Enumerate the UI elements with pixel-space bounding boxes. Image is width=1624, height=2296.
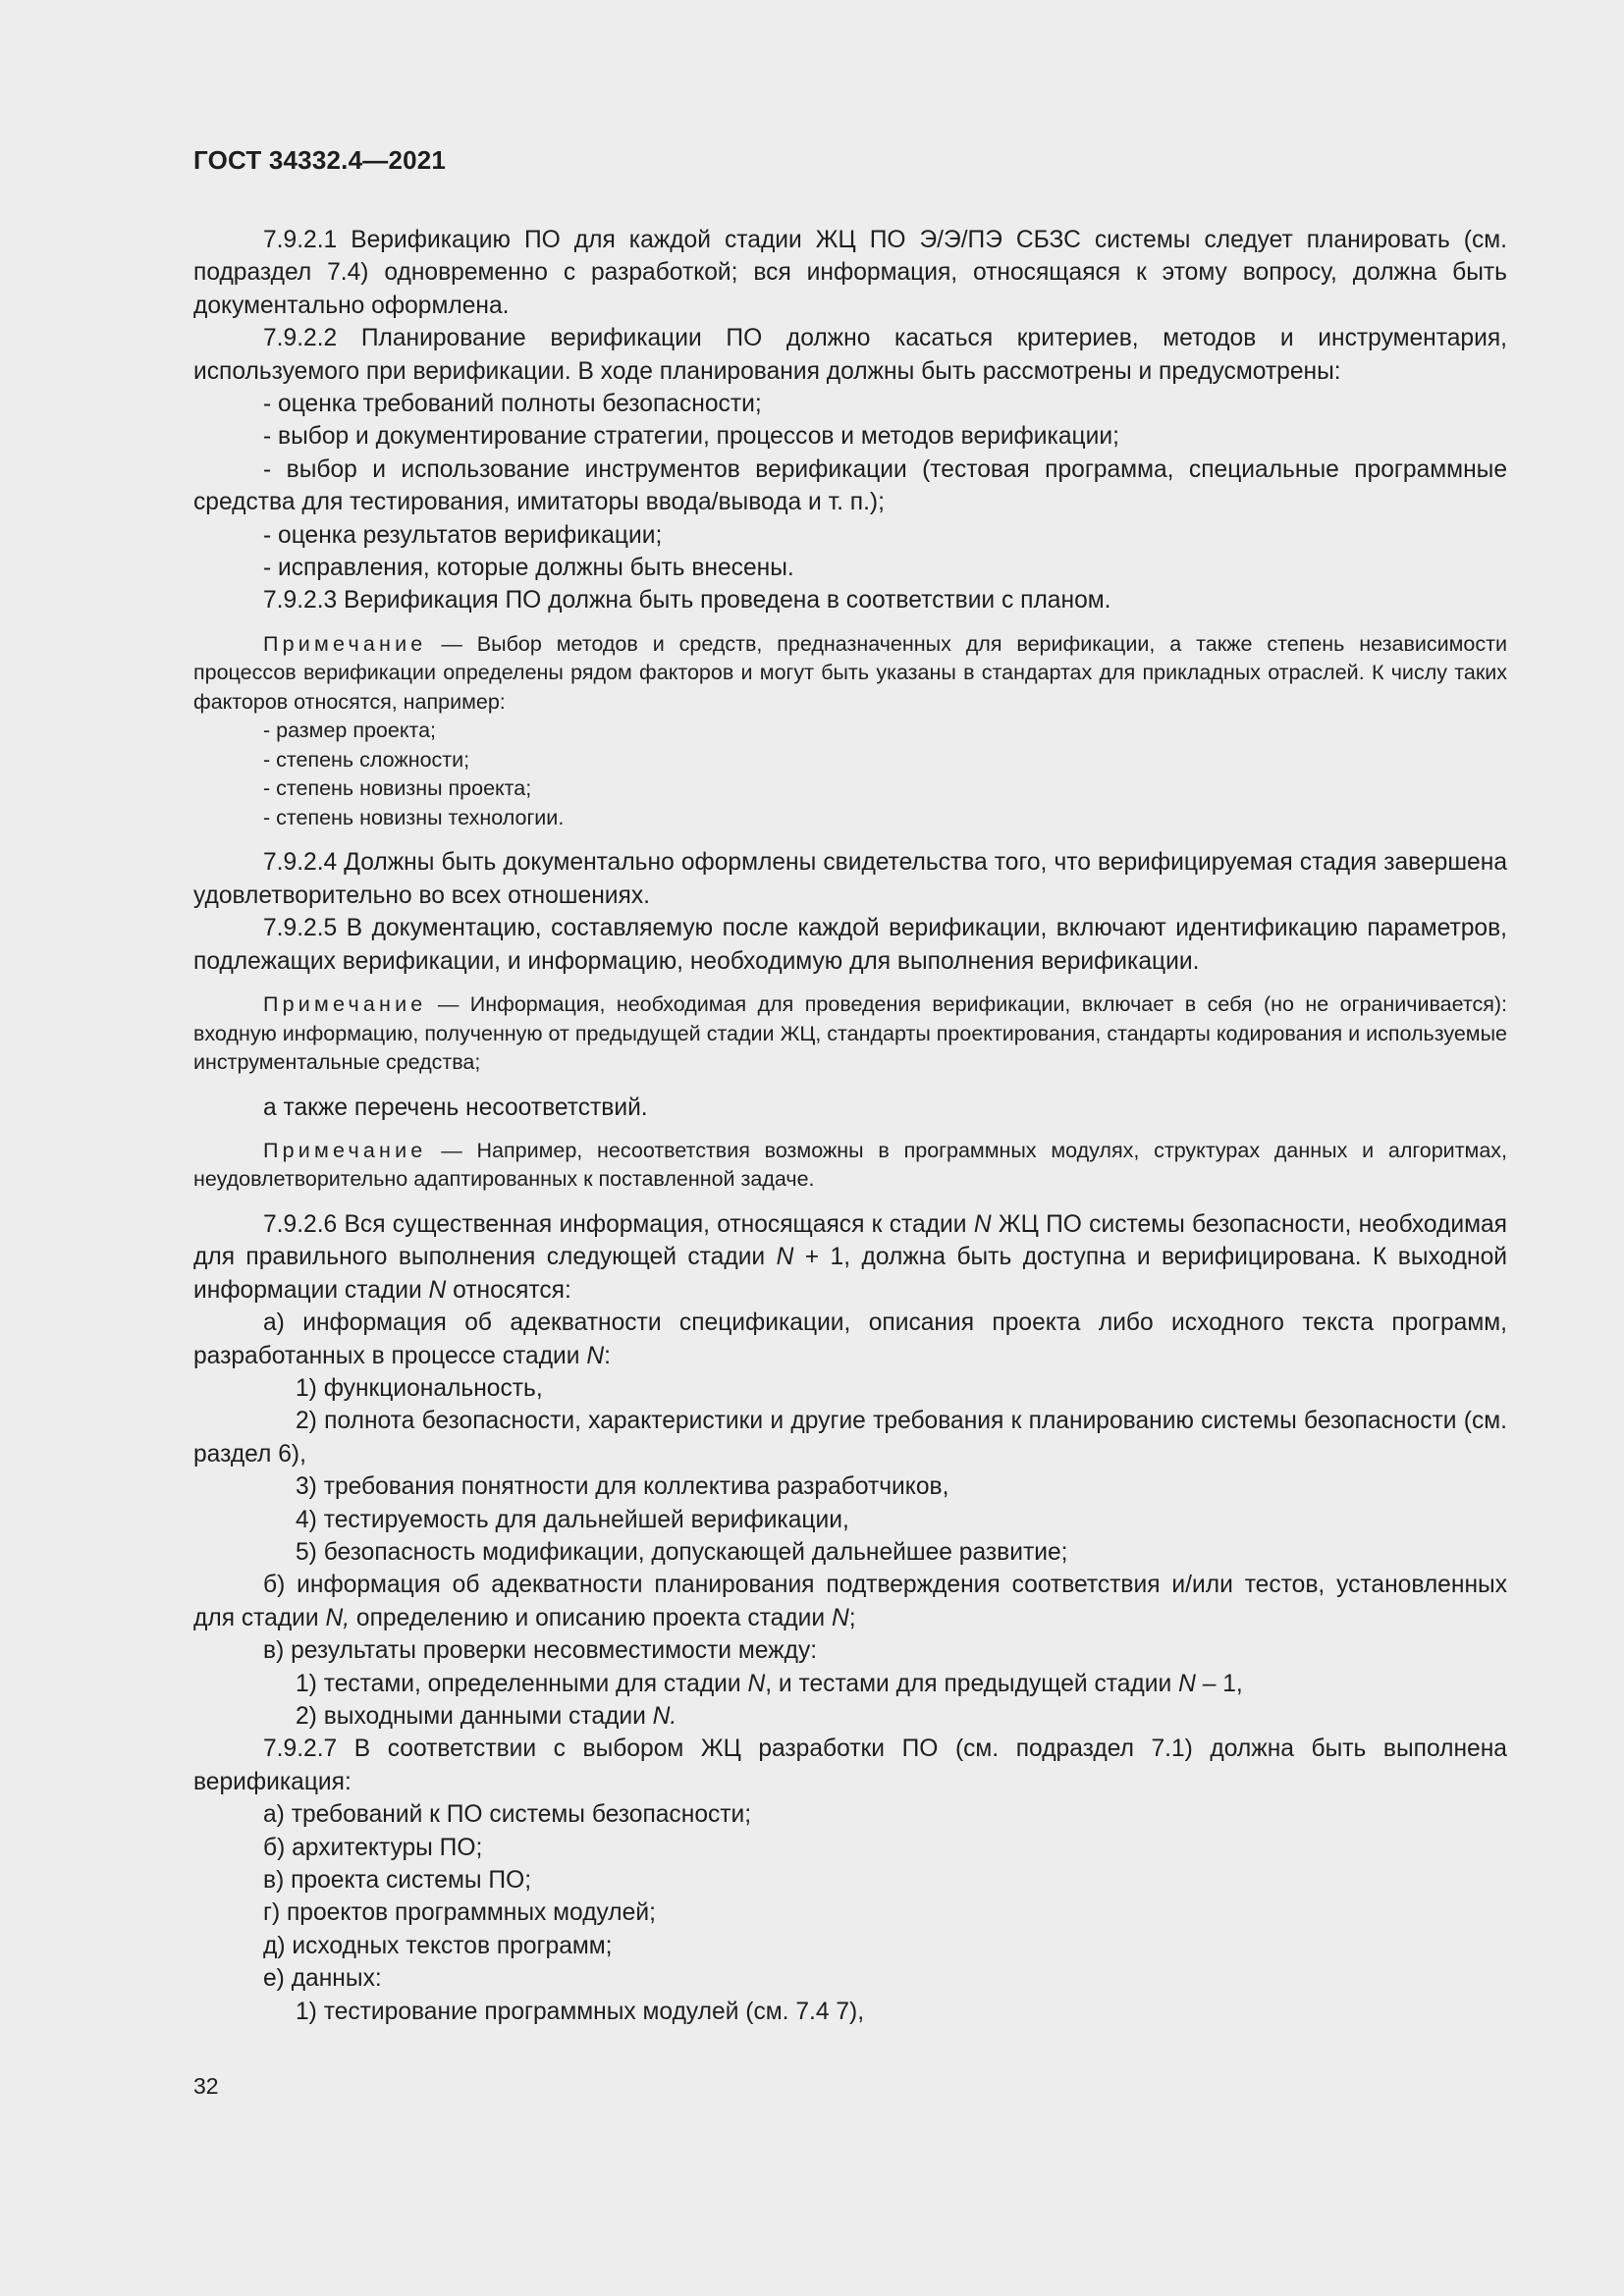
list-item: - выбор и документирование стратегии, процессов и методов верификации; — [263, 423, 1119, 451]
sub-item: 1) функциональность, — [296, 1374, 543, 1402]
list-item: - исправления, которые должны быть внесены. — [263, 555, 794, 582]
paragraph-7-9-2-2: 7.9.2.2 Планирование верификации ПО должно касаться критериев, методов и инструментария, используемого при верификации. В ходе планирования должны быть рассмотрены и предусмотрены: — [193, 325, 1507, 385]
list-item: б) архитектуры ПО; — [263, 1834, 483, 1861]
sub-item: 2) полнота безопасности, характеристики и другие требования к планированию системы безопасности (см. раздел 6), — [193, 1408, 1507, 1468]
list-item: д) исходных текстов программ; — [263, 1932, 613, 1959]
main-text — [193, 224, 1507, 2028]
list-item: г) проектов программных модулей; — [263, 1899, 656, 1927]
sub-item: 1) тестами, определенными для стадии N, и тестами для предыдущей стадии N – 1, — [296, 1670, 1243, 1697]
list-item: - степень новизны технологии. — [263, 805, 565, 829]
paragraph-7-9-2-5: 7.9.2.5 В документацию, составляемую после каждой верификации, включают идентификацию параметров, подлежащих верификации, и информацию, необходимую для выполнения верификации. — [193, 915, 1507, 975]
sub-item: 5) безопасность модификации, допускающей дальнейшее развитие; — [296, 1538, 1068, 1566]
sub-item: 4) тестируемость для дальнейшей верификации, — [296, 1506, 849, 1533]
note-label: Примечание — [263, 1138, 427, 1162]
list-item-b: б) информация об адекватности планирования подтверждения соответствия и/или тестов, установленных для стадии N, определению и описанию проекта стадии N; — [193, 1572, 1507, 1631]
list-item: - степень новизны проекта; — [263, 776, 532, 801]
note-1 — [193, 630, 1507, 833]
note-text: — Выбор методов и средств, предназначенных для верификации, а также степень независимости процессов верификации определены рядом факторов и могут быть указаны в стандартах для прикладных отраслей. К числу таких факторов относятся, например: — [193, 631, 1507, 714]
list-item-a: а) информация об адекватности спецификации, описания проекта либо исходного текста программ, разработанных в процессе стадии N: — [193, 1309, 1507, 1369]
list-item: - оценка требований полноты безопасности; — [263, 391, 762, 418]
list-item: е) данных: — [263, 1965, 382, 1993]
list-item: в) проекта системы ПО; — [263, 1867, 532, 1895]
sub-item: 1) тестирование программных модулей (см. 7.4 7), — [296, 1998, 865, 2025]
note-text: — Например, несоответствия возможны в программных модулях, структурах данных и алгоритмах, неудовлетворительно адаптированных к поставленной задаче. — [193, 1138, 1507, 1192]
list-item: - степень сложности; — [263, 747, 470, 772]
list-item: - размер проекта; — [263, 719, 437, 743]
paragraph-7-9-2-1: 7.9.2.1 Верификацию ПО для каждой стадии ЖЦ ПО Э/Э/ПЭ СБЗС системы следует планировать (см. подраздел 7.4) одновременно с разработкой; вся информация, относящаяся к этому вопросу, должна быть документально оформлена. — [193, 227, 1507, 319]
list-item: а) требований к ПО системы безопасности; — [263, 1801, 752, 1829]
note-text: — Информация, необходимая для проведения верификации, включает в себя (но не ограничивается): входную информацию, полученную от предыдущей стадии ЖЦ, стандарты проектирования, стандарты кодирования и используемые инструментальные средства; — [193, 992, 1507, 1074]
note-label: Примечание — [263, 992, 427, 1016]
page-number: 32 — [193, 2073, 219, 2099]
paragraph-7-9-2-3: 7.9.2.3 Верификация ПО должна быть проведена в соответствии с планом. — [263, 587, 1111, 614]
list-item: - выбор и использование инструментов верификации (тестовая программа, специальные программные средства для тестирования, имитаторы ввода/вывода и т. п.); — [193, 455, 1507, 516]
paragraph-7-9-2-7: 7.9.2.7 В соответствии с выбором ЖЦ разработки ПО (см. подраздел 7.1) должна быть выполнена верификация: — [193, 1735, 1507, 1795]
note-3 — [193, 1137, 1507, 1195]
sub-item: 3) требования понятности для коллектива разработчиков, — [296, 1473, 949, 1501]
list-item: - оценка результатов верификации; — [263, 521, 663, 549]
paragraph-7-9-2-4: 7.9.2.4 Должны быть документально оформлены свидетельства того, что верифицируемая стадия завершена удовлетворительно во всех отношениях. — [193, 849, 1507, 909]
paragraph-continuation: а также перечень несоответствий. — [263, 1094, 648, 1121]
paragraph-7-9-2-6: 7.9.2.6 Вся существенная информация, относящаяся к стадии N ЖЦ ПО системы безопасности, необходимая для правильного выполнения следующей стадии N + 1, должна быть доступна и верифицирована. К выходной информации стадии N относятся: — [193, 1210, 1507, 1304]
sub-item: 2) выходными данными стадии N. — [296, 1703, 677, 1730]
note-2 — [193, 990, 1507, 1078]
list-item-v: в) результаты проверки несовместимости между: — [263, 1637, 818, 1665]
document-code-header: ГОСТ 34332.4—2021 — [193, 145, 447, 175]
note-label: Примечание — [263, 631, 427, 656]
